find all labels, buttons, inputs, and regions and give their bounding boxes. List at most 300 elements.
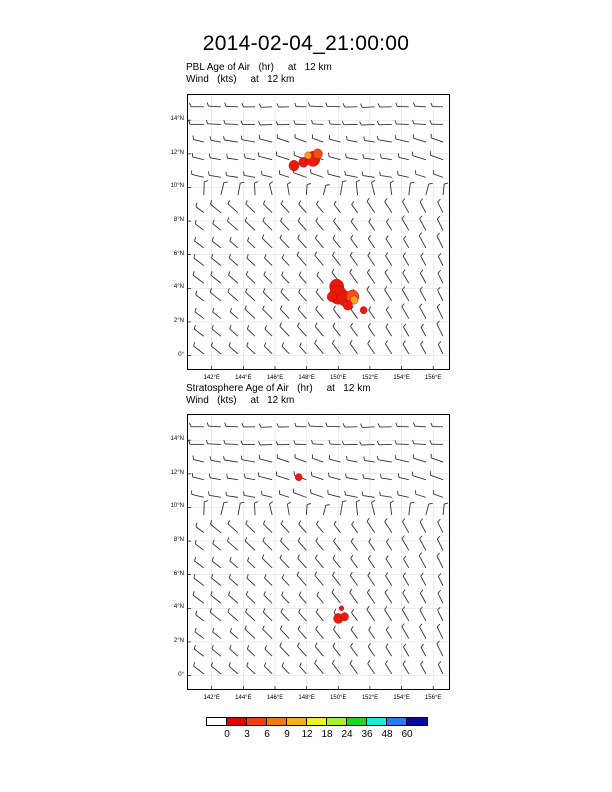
wind-barb: [299, 609, 307, 621]
wind-barb: [437, 536, 443, 550]
wind-barb: [280, 555, 289, 568]
wind-barb: [437, 641, 443, 656]
wind-barb: [364, 457, 375, 462]
wind-barb: [315, 660, 324, 674]
wind-barb: [282, 343, 289, 354]
wind-barb: [281, 289, 289, 301]
wind-barb: [242, 103, 255, 107]
wind-barb: [262, 234, 272, 247]
lon-tick-label: 156°E: [424, 375, 442, 381]
lat-tick-label: 8°N: [173, 217, 184, 224]
wind-barb: [245, 305, 255, 318]
wind-barb: [193, 591, 204, 603]
wind-barb: [221, 502, 228, 515]
wind-barb: [413, 440, 426, 444]
wind-barb: [350, 572, 357, 586]
panel-1-title-line2: Wind (kts) at 12 km: [186, 74, 295, 85]
wind-barb: [380, 172, 392, 178]
wind-barb: [329, 120, 341, 124]
wind-barb: [224, 120, 238, 124]
wind-barb: [308, 422, 323, 426]
wind-barb: [196, 523, 204, 533]
colorbar-legend: [206, 717, 428, 740]
wind-barb: [229, 662, 238, 674]
wind-barb: [263, 200, 272, 212]
wind-barb: [438, 607, 443, 621]
wind-barb: [386, 324, 392, 337]
wind-barb: [228, 608, 238, 621]
wind-barb: [386, 539, 391, 551]
wind-barb: [377, 136, 391, 142]
wind-barb: [211, 591, 221, 603]
wind-barb: [363, 474, 375, 480]
wind-barb: [229, 591, 238, 603]
wind-barb: [333, 626, 340, 639]
wind-barb: [398, 171, 409, 177]
wind-barb: [316, 289, 323, 301]
wind-barb: [380, 492, 392, 498]
wind-barb: [264, 342, 272, 353]
wind-barb: [395, 440, 409, 444]
wind-barb: [361, 424, 375, 428]
wind-barb: [276, 121, 289, 125]
lon-tick-label: 154°E: [393, 695, 410, 701]
colorbar-label: 18: [321, 729, 333, 740]
wind-barb: [395, 120, 409, 124]
wind-barb: [194, 574, 204, 585]
wind-barb: [213, 220, 221, 230]
colorbar-label: 36: [361, 729, 373, 740]
colorbar-label: 0: [224, 729, 230, 740]
wind-barb: [193, 456, 204, 463]
wind-barb: [315, 235, 323, 248]
wind-barb: [350, 660, 358, 674]
wind-barb: [282, 574, 289, 585]
age-of-air-blob: [305, 152, 312, 159]
wind-barb: [377, 441, 391, 445]
wind-barb: [298, 306, 306, 319]
wind-barb: [332, 660, 340, 674]
wind-barb: [368, 323, 374, 336]
wind-barb: [213, 628, 221, 639]
wind-barb: [282, 592, 290, 604]
wind-barb: [281, 200, 289, 212]
lon-tick-label: 146°E: [266, 695, 284, 701]
lat-tick-label: 12°N: [170, 149, 184, 156]
colorbar-label: 48: [381, 729, 393, 740]
wind-barb: [438, 661, 443, 673]
wind-barb: [402, 287, 409, 301]
wind-barb: [212, 254, 221, 265]
wind-barb: [333, 235, 340, 248]
wind-barb: [386, 307, 391, 319]
colorbar-swatch: [327, 718, 347, 725]
colorbar-swatch: [387, 718, 407, 725]
wind-barb: [280, 626, 289, 639]
wind-barb: [195, 237, 204, 248]
wind-barb: [332, 589, 341, 603]
wind-barb: [351, 306, 358, 318]
wind-barb: [386, 644, 392, 657]
wind-barb: [246, 271, 255, 283]
wind-barb: [207, 102, 221, 106]
lat-tick-label: 0°: [178, 671, 184, 678]
lon-tick-label: 146°E: [266, 375, 284, 381]
wind-barb: [315, 643, 323, 656]
age-of-air-blob: [341, 613, 349, 621]
wind-barb: [279, 490, 289, 497]
lat-tick-label: 8°N: [173, 537, 184, 544]
wind-barb: [242, 423, 255, 427]
wind-barb: [420, 270, 426, 283]
wind-barb: [213, 308, 221, 319]
wind-barb: [396, 103, 409, 107]
lat-tick-label: 0°: [178, 351, 184, 358]
wind-barb: [438, 270, 443, 283]
wind-barb: [299, 592, 306, 604]
wind-barb: [297, 323, 306, 337]
wind-barb: [261, 491, 272, 498]
wind-barb: [369, 306, 375, 318]
wind-barb: [224, 456, 238, 462]
wind-barb: [350, 252, 357, 266]
lat-tick-label: 12°N: [170, 469, 184, 476]
wind-barb: [317, 592, 324, 603]
wind-barb: [378, 103, 392, 107]
wind-barb: [194, 342, 204, 354]
colorbar-swatch: [307, 718, 327, 725]
wind-barb: [398, 153, 408, 159]
wind-barb: [437, 321, 443, 336]
wind-barb: [351, 538, 357, 550]
wind-barb: [189, 441, 204, 445]
colorbar-swatch: [247, 718, 267, 725]
wind-barb: [298, 555, 307, 568]
wind-barb: [398, 491, 409, 497]
wind-barb: [247, 325, 255, 336]
wind-barb: [306, 503, 311, 515]
lon-tick-label: 152°E: [361, 375, 379, 381]
wind-barb: [437, 304, 443, 319]
lon-tick-label: 152°E: [361, 695, 379, 701]
wind-barb: [294, 440, 306, 444]
wind-barb: [368, 660, 375, 674]
wind-barb: [189, 423, 203, 427]
wind-barb: [385, 589, 392, 603]
wind-barb: [230, 628, 238, 638]
wind-barb: [189, 103, 203, 107]
colorbar-swatch: [227, 718, 247, 725]
wind-barb: [333, 555, 340, 568]
wind-barb: [226, 172, 238, 178]
lon-tick-label: 142°E: [203, 695, 220, 701]
wind-barb: [368, 252, 375, 265]
wind-barb: [194, 254, 204, 265]
wind-barb: [247, 342, 255, 354]
wind-barb: [334, 218, 341, 230]
wind-barb: [437, 216, 443, 230]
wind-barb: [334, 201, 340, 213]
wind-barb: [230, 557, 238, 568]
wind-barb: [420, 216, 426, 231]
wind-barb: [350, 340, 358, 354]
wind-barb: [195, 308, 204, 319]
wind-barb: [438, 253, 443, 265]
wind-barb: [431, 103, 443, 107]
wind-barb: [224, 440, 238, 444]
wind-barb: [421, 644, 426, 656]
wind-barb: [259, 455, 272, 462]
wind-barb: [413, 102, 425, 106]
lon-tick-label: 150°E: [330, 695, 347, 701]
lon-tick-label: 144°E: [235, 695, 252, 701]
wind-barb: [421, 324, 426, 336]
wind-barb: [191, 490, 203, 497]
wind-barb: [230, 237, 238, 248]
wind-barb: [299, 201, 307, 213]
wind-barb: [261, 171, 272, 178]
wind-barb: [312, 454, 323, 462]
wind-barb: [228, 200, 238, 212]
wind-barb: [246, 520, 255, 532]
wind-barb: [265, 645, 272, 656]
wind-barb: [340, 501, 346, 515]
wind-barb: [212, 574, 221, 585]
age-of-air-blob: [339, 606, 344, 611]
wind-barb: [386, 627, 391, 639]
wind-barb: [206, 120, 221, 124]
wind-barb: [244, 154, 255, 160]
wind-barb: [225, 423, 238, 427]
lat-tick-label: 14°N: [170, 116, 184, 123]
wind-barb: [247, 645, 255, 656]
wind-barb: [194, 662, 204, 674]
wind-barb: [189, 121, 204, 125]
wind-barb: [420, 590, 426, 603]
wind-barb: [368, 555, 374, 568]
wind-barb: [412, 472, 425, 480]
wind-barb: [195, 557, 204, 568]
wind-barb: [194, 645, 204, 656]
wind-barb: [362, 172, 375, 178]
wind-barb: [282, 272, 290, 284]
wind-barb: [204, 181, 208, 195]
wind-barb: [298, 626, 306, 639]
wind-barb: [316, 521, 323, 533]
wind-barb: [385, 341, 391, 354]
wind-barb: [438, 341, 443, 353]
wind-barb: [264, 591, 272, 603]
wind-barb: [351, 235, 358, 248]
wind-barb: [413, 134, 426, 142]
wind-barb: [212, 237, 221, 248]
wind-barb: [421, 661, 426, 674]
wind-barb: [263, 626, 272, 639]
wind-barb: [225, 103, 238, 107]
age-of-air-blob: [289, 160, 299, 171]
wind-barb: [282, 254, 289, 265]
wind-barb: [430, 440, 443, 444]
wind-barb: [345, 491, 358, 497]
wind-barb: [403, 661, 409, 674]
wind-barb: [351, 323, 358, 336]
wind-barb: [315, 323, 323, 336]
wind-barb: [195, 540, 204, 550]
wind-barb: [343, 423, 357, 427]
wind-barb: [315, 252, 324, 266]
wind-barb: [317, 272, 324, 283]
wind-barb: [430, 471, 443, 480]
wind-barb: [438, 573, 443, 585]
panel-1-title-line1: PBL Age of Air (hr) at 12 km: [186, 62, 332, 73]
colorbar: [206, 717, 428, 726]
wind-barb: [420, 519, 426, 533]
wind-barb: [403, 341, 409, 354]
wind-barb: [244, 474, 255, 480]
wind-barb: [433, 170, 443, 177]
panel-2-map: [187, 414, 450, 690]
wind-barb: [247, 557, 255, 568]
wind-barb: [287, 182, 290, 195]
wind-barb: [323, 505, 329, 515]
wind-barb: [332, 340, 340, 354]
wind-barb: [438, 199, 443, 213]
wind-barb: [204, 501, 208, 515]
wind-barb: [351, 218, 357, 230]
wind-barb: [311, 169, 324, 177]
wind-barb: [299, 521, 307, 533]
lon-tick-label: 148°E: [298, 375, 315, 381]
wind-barb: [228, 520, 238, 532]
wind-barb: [258, 472, 272, 479]
wind-barb: [254, 502, 258, 515]
wind-barb: [402, 215, 409, 230]
colorbar-label: 3: [244, 729, 250, 740]
wind-barb: [279, 170, 289, 177]
panel-2-title-line2: Wind (kts) at 12 km: [186, 395, 295, 406]
lon-tick-label: 150°E: [330, 375, 347, 381]
wind-barb: [263, 217, 272, 230]
wind-barb: [351, 555, 358, 568]
wind-barb: [403, 644, 408, 656]
wind-barb: [328, 490, 341, 497]
wind-barb: [293, 489, 306, 498]
wind-barb: [416, 170, 426, 177]
wind-barb: [280, 235, 289, 248]
wind-barb: [263, 520, 272, 532]
wind-barb: [438, 519, 443, 533]
wind-barb: [404, 236, 409, 248]
wind-barb: [211, 271, 221, 283]
wind-barb: [263, 288, 272, 300]
wind-barb: [259, 441, 273, 445]
wind-barb: [191, 170, 203, 177]
wind-barb: [402, 304, 409, 319]
wind-barb: [409, 502, 414, 515]
wind-barb: [367, 198, 375, 213]
wind-barb: [295, 134, 306, 142]
wind-barb: [332, 572, 340, 586]
wind-barb: [280, 643, 289, 657]
wind-barb: [258, 152, 272, 159]
wind-barb: [367, 518, 375, 533]
wind-barb: [316, 626, 324, 639]
wind-barb: [297, 572, 306, 586]
wind-barb: [315, 555, 323, 568]
wind-barb: [340, 181, 346, 195]
wind-barb: [420, 304, 426, 319]
wind-barb: [193, 271, 204, 283]
wind-barb: [412, 152, 425, 160]
wind-barb: [368, 643, 374, 656]
wind-barb: [378, 423, 392, 427]
wind-barb: [345, 171, 358, 177]
wind-barb: [351, 626, 358, 638]
lat-tick-label: 2°N: [173, 637, 184, 644]
wind-barb: [329, 135, 340, 142]
panel-2-plot: [188, 415, 449, 689]
wind-barb: [431, 423, 443, 427]
wind-barb: [246, 200, 255, 212]
wind-barb: [254, 182, 258, 195]
lat-tick-label: 6°N: [173, 570, 184, 577]
wind-barb: [328, 170, 341, 177]
wind-barb: [281, 609, 289, 621]
wind-barb: [403, 270, 409, 284]
wind-barb: [420, 624, 426, 639]
wind-barb: [419, 233, 426, 248]
wind-barb: [430, 151, 443, 160]
wind-barb: [263, 306, 272, 319]
wind-barb: [194, 325, 204, 336]
wind-barb: [402, 199, 408, 213]
wind-barb: [259, 135, 272, 142]
wind-barb: [206, 440, 221, 444]
wind-barb: [390, 181, 394, 195]
colorbar-swatch: [347, 718, 367, 725]
wind-barb: [377, 456, 391, 462]
colorbar-swatch: [287, 718, 307, 725]
wind-barb: [227, 537, 238, 550]
wind-barb: [263, 537, 272, 550]
wind-barb: [437, 553, 443, 568]
wind-barb: [342, 121, 357, 125]
wind-barb: [277, 103, 289, 107]
wind-barb: [386, 556, 392, 568]
wind-barb: [224, 136, 238, 142]
colorbar-label: 6: [264, 729, 270, 740]
wind-barb: [333, 323, 341, 336]
wind-barb: [413, 422, 425, 426]
wind-barb: [343, 103, 357, 107]
wind-barb: [316, 201, 323, 213]
wind-barb: [297, 252, 306, 266]
wind-barb: [227, 474, 238, 479]
colorbar-swatch: [367, 718, 387, 725]
wind-barb: [311, 489, 324, 497]
wind-barb: [229, 271, 238, 283]
wind-barb: [350, 269, 358, 283]
wind-barb: [316, 306, 324, 319]
wind-barb: [333, 306, 340, 319]
wind-barb: [402, 607, 409, 621]
lon-tick-label: 156°E: [424, 695, 442, 701]
wind-barb: [380, 474, 391, 480]
wind-barb: [269, 502, 272, 515]
wind-barb: [420, 199, 426, 213]
wind-barb: [367, 269, 374, 283]
wind-barb: [363, 154, 375, 160]
